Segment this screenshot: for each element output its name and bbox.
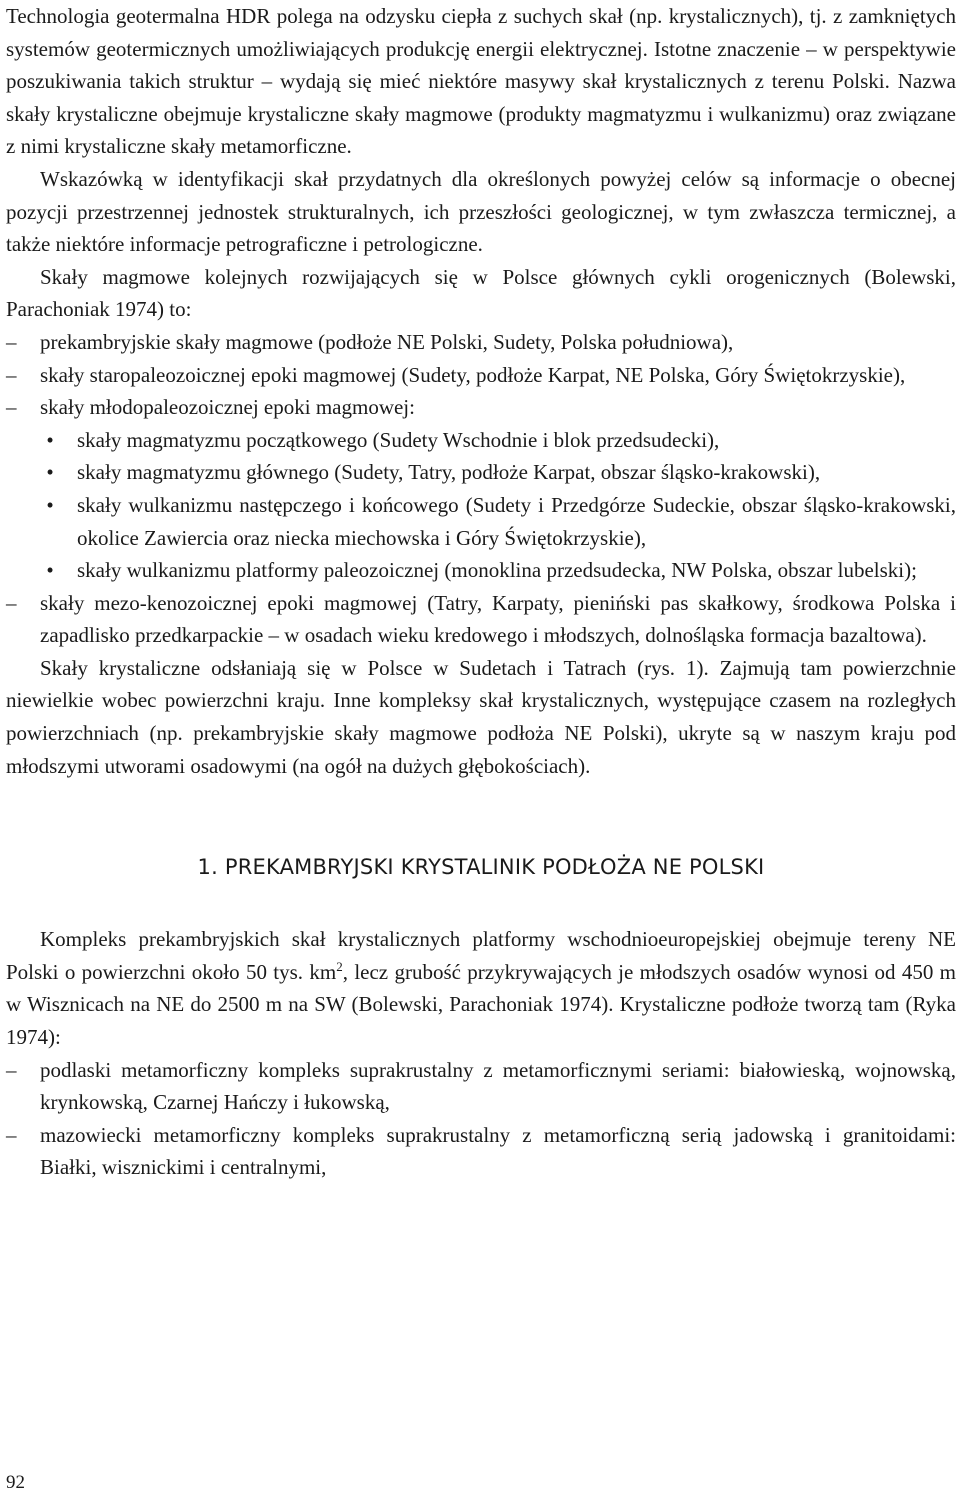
bullet-marker: • [46, 558, 54, 583]
section-paragraph-1-text-a: Kompleks prekambryjskich skał krystalicznych platformy wschodnioeuropejskiej obejmuje tereny NE Polski o powierzchni około 50 tys. km [6, 927, 956, 984]
bullet-marker: • [46, 427, 54, 452]
intro-paragraph-2: Wskazówką w identyfikacji skał przydatnych dla określonych powyżej celów są informacje o obecnej pozycji przestrzennej jednostek strukturalnych, ich przeszłości geologicznej, w tym zwłaszcza termicznej, a także niektóre informacje petrograficzne i petrologiczne. [6, 166, 956, 257]
list-item-text: prekambryjskie skały magmowe (podłoże NE Polski, Sudety, Polska południowa), [40, 329, 734, 354]
list-item-text: skały młodopaleozoicznej epoki magmowej: [40, 395, 415, 420]
sub-list-item-text: skały magmatyzmu głównego (Sudety, Tatry, podłoże Karpat, obszar śląsko-krakowski), [77, 460, 821, 485]
list-item-text: podlaski metamorficzny kompleks suprakrustalny z metamorficznymi seriami: białowieską, wojnowską, krynkowską, Czarnej Hańczy i łukowską, [40, 1057, 956, 1115]
list-item [6, 1119, 956, 1184]
superscript: 2 [336, 958, 343, 974]
dash-marker: – [6, 395, 17, 420]
dash-marker: – [6, 329, 17, 354]
list-item [6, 359, 956, 392]
document-page [6, 0, 956, 1184]
bullet-marker: • [46, 492, 54, 517]
dash-marker: – [6, 1122, 17, 1147]
sub-list-item [6, 456, 956, 489]
sub-list-item [6, 489, 956, 554]
sub-list-item [6, 554, 956, 587]
list-item-text: skały mezo-kenozoicznej epoki magmowej (Tatry, Karpaty, pieniński pas skałkowy, środkowa Polska i zapadlisko przedkarpackie – w osadach wieku kredowego i młodszych, dolnośląska formacja bazaltowa). [40, 590, 956, 648]
page-number: 92 [6, 1472, 25, 1493]
section-paragraph-1-text-b: , lecz grubość przykrywających je młodszych osadów wynosi od 450 m w Wisznicach na NE do 2500 m na SW (Bolewski, Parachoniak 1974). Krystaliczne podłoże tworzą tam (Ryka 1974): [6, 959, 956, 1050]
bullet-marker: • [46, 460, 54, 485]
sub-list-item [6, 424, 956, 457]
intro-paragraph-1: Technologia geotermalna HDR polega na odzysku ciepła z suchych skał (np. krystalicznych), tj. z zamkniętych systemów geotermicznych umożliwiających produkcję energii elektrycznej. Istotne znaczenie – w perspektywie poszukiwania takich struktur – wydają się mieć niektóre masywy skał krystalicznych z terenu Polski. Nazwa skały krystaliczne obejmuje krystaliczne skały magmowe (produkty magmatyzmu i wulkanizmu) oraz związane z nimi krystaliczne skały metamorficzne. [6, 4, 956, 159]
sub-list-item-text: skały magmatyzmu początkowego (Sudety Wschodnie i blok przedsudecki), [77, 427, 720, 452]
intro-paragraph-3: Skały magmowe kolejnych rozwijających się w Polsce głównych cykli orogenicznych (Bolewski, Parachoniak 1974) to: [6, 264, 956, 322]
section-paragraph-1 [6, 923, 956, 1053]
rock-list [6, 326, 956, 652]
dash-marker: – [6, 590, 17, 615]
list-item-text: mazowiecki metamorficzny kompleks suprakrustalny z metamorficzną serią jadowską i granitoidami: Białki, wisznickimi i centralnymi, [40, 1122, 956, 1180]
sub-list-item-text: skały wulkanizmu następczego i końcowego (Sudety i Przedgórze Sudeckie, obszar śląsko-krakowski, okolice Zawiercia oraz niecka miechowska i Góry Świętokrzyskie), [77, 492, 956, 550]
crystalline-list [6, 1054, 956, 1184]
section-heading: 1. PREKAMBRYJSKI KRYSTALINIK PODŁOŻA NE POLSKI [197, 855, 765, 880]
list-item [6, 587, 956, 652]
dash-marker: – [6, 1057, 17, 1082]
list-item [6, 1054, 956, 1119]
sub-list-item-text: skały wulkanizmu platformy paleozoicznej (monoklina przedsudecka, NW Polska, obszar lubelski); [77, 558, 917, 583]
paragraph-outcrops: Skały krystaliczne odsłaniają się w Polsce w Sudetach i Tatrach (rys. 1). Zajmują tam powierzchnie niewielkie wobec powierzchni kraju. Inne kompleksy skał krystalicznych, występujące czasem na rozległych powierzchniach (np. prekambryjskie skały magmowe podłoża NE Polski), ukryte są w naszym kraju pod młodszymi utworami osadowymi (na ogół na dużych głębokościach). [6, 655, 956, 778]
list-item [6, 326, 956, 359]
list-item-text: skały staropaleozoicznej epoki magmowej (Sudety, podłoże Karpat, NE Polska, Góry Świętokrzyskie), [40, 362, 906, 387]
list-item [6, 391, 956, 424]
dash-marker: – [6, 362, 17, 387]
